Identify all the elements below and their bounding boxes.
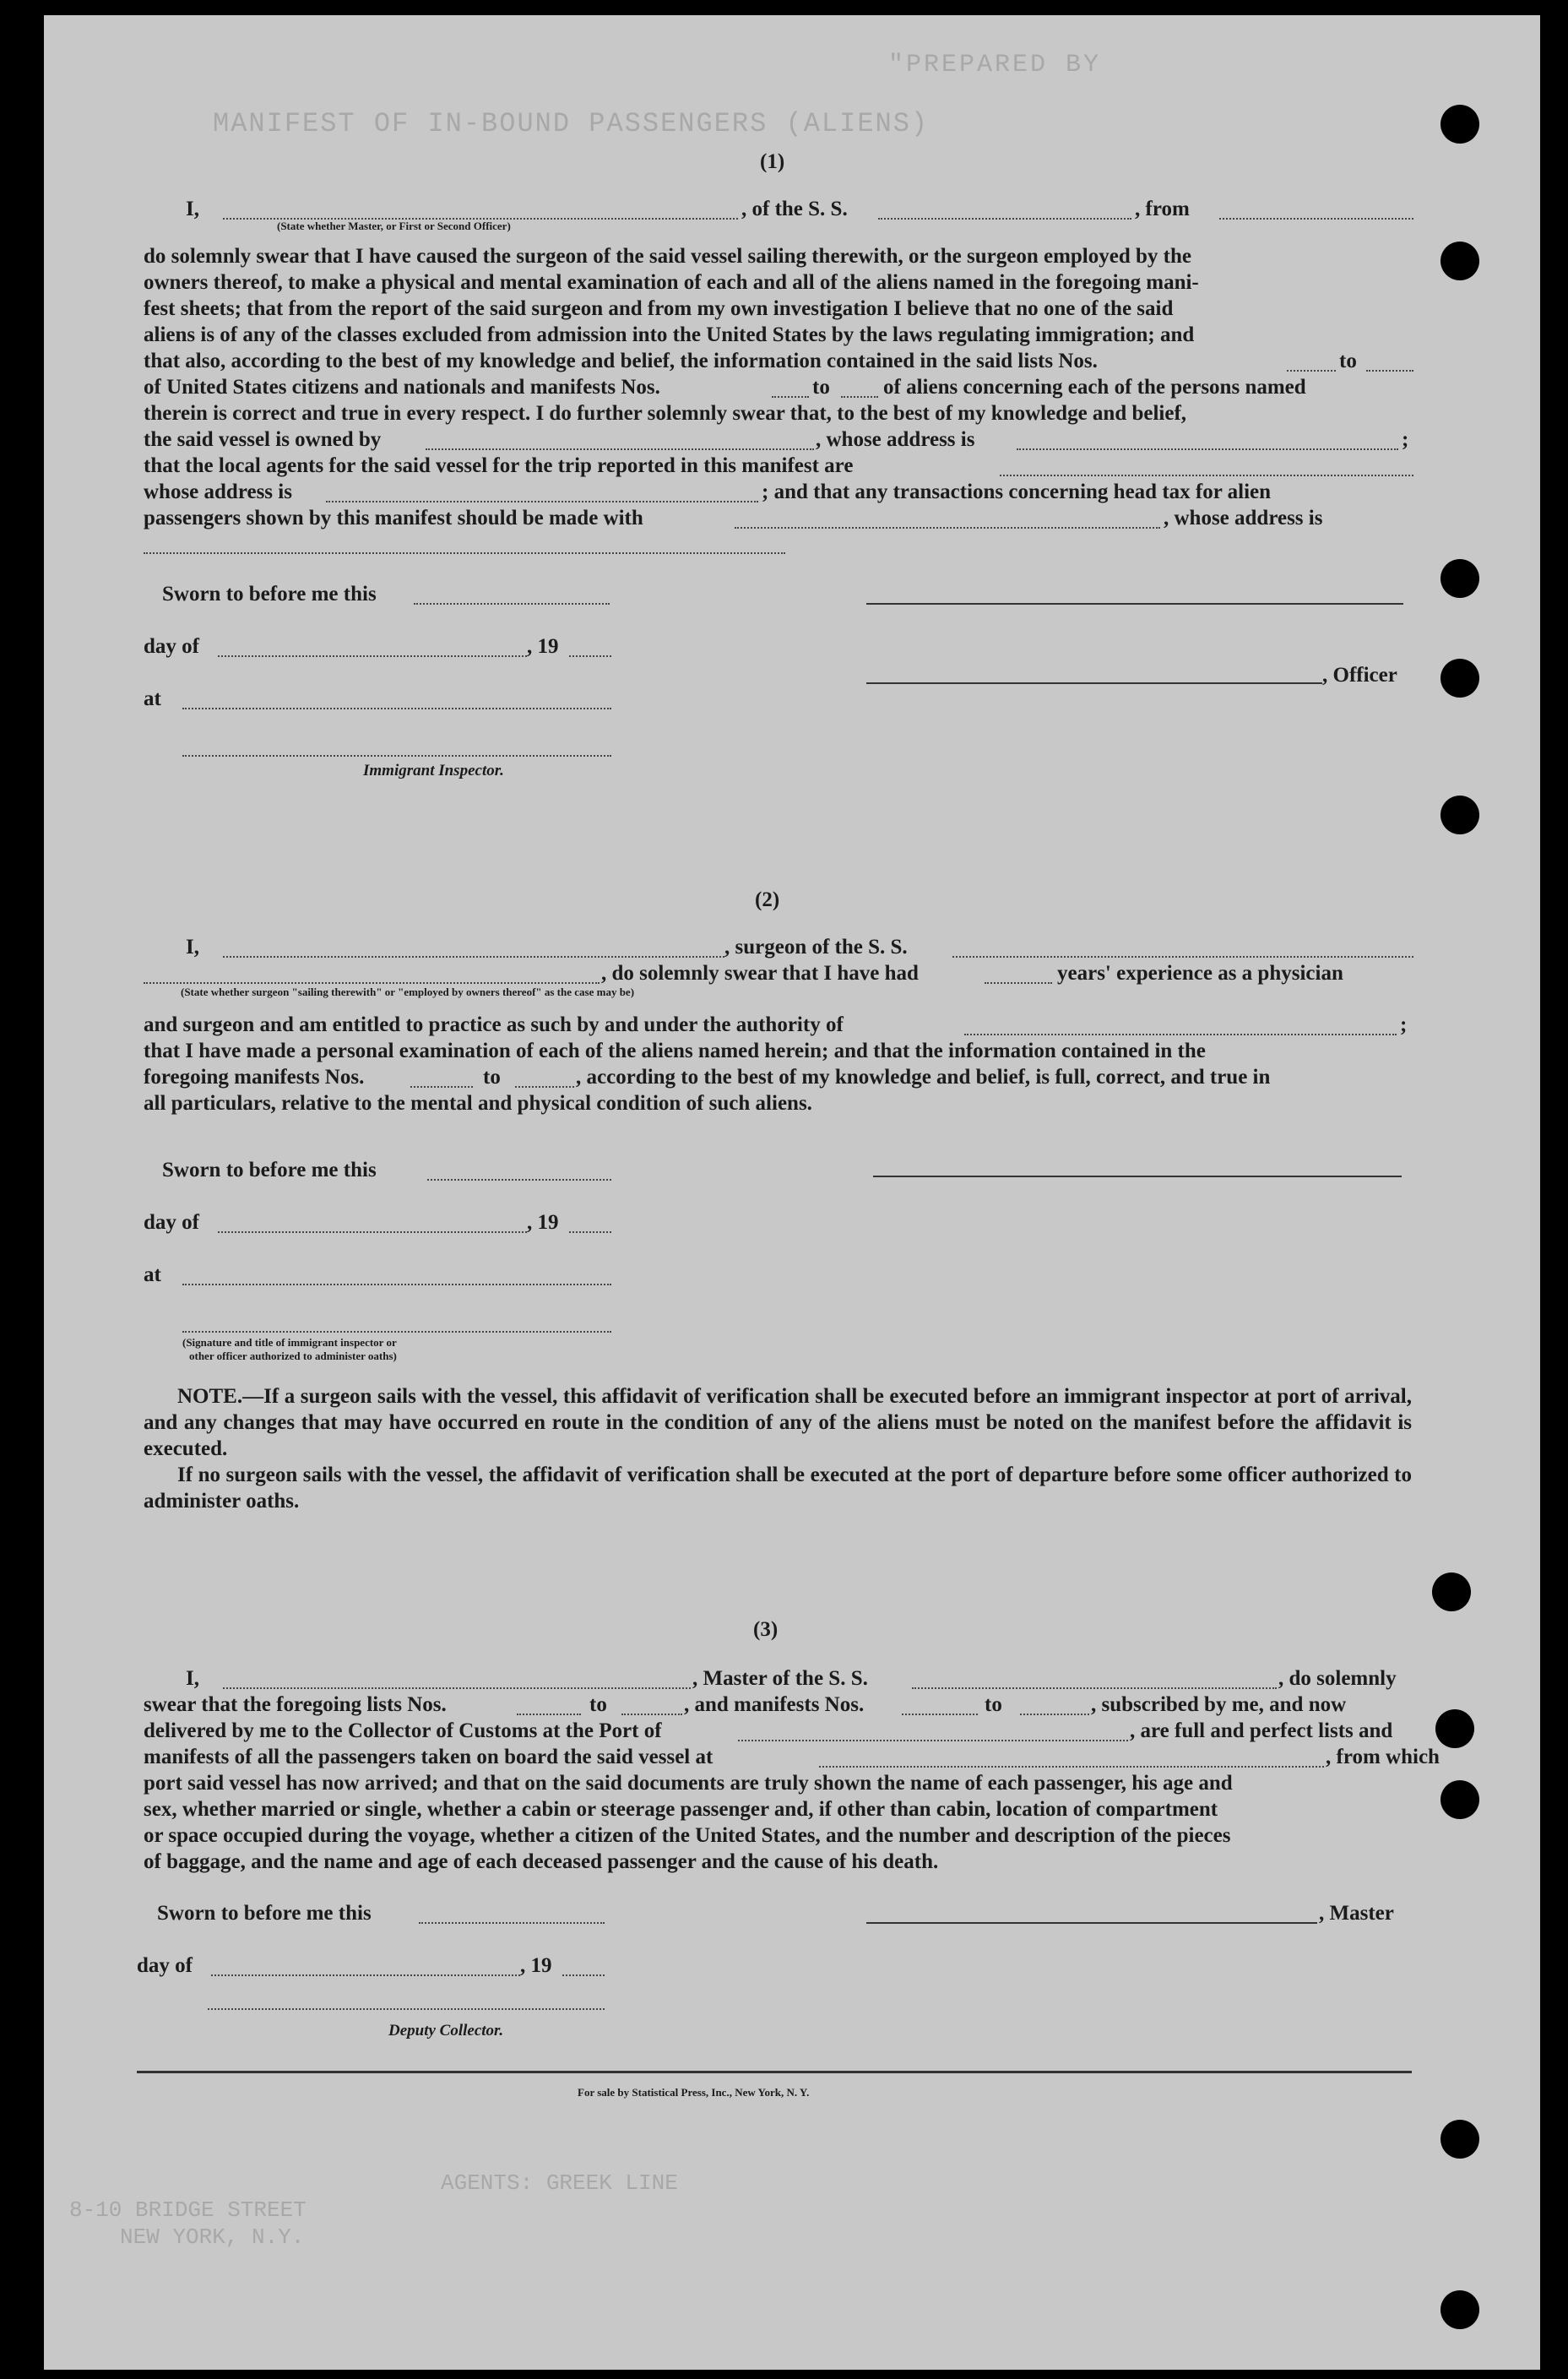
s3-line-2: delivered by me to the Collector of Customs at the Port of (144, 1719, 662, 1742)
s2-years-label: years' experience as a physician (1057, 962, 1343, 985)
s3-list-to-blank (621, 1714, 682, 1715)
s1-line-3: fest sheets; that from the report of the said surgeon and from my own investigation I believe that no one of the said (144, 297, 1174, 320)
bleed-prepared-by: "PREPARED BY (888, 51, 1102, 79)
s3-year-label: , 19 (520, 1954, 552, 1977)
s2-line-3: foregoing manifests Nos. (144, 1066, 365, 1089)
s1-day-label: day of (144, 635, 199, 658)
s2-at-label: at (144, 1263, 161, 1286)
punch-hole (1440, 1780, 1479, 1819)
s1-from-blank (1219, 218, 1413, 220)
s3-embark-blank (819, 1766, 1324, 1768)
s3-line-3-end: , from which (1326, 1746, 1440, 1768)
s1-day-blank (218, 655, 527, 657)
s3-manifest-from-blank (902, 1714, 978, 1715)
s3-line-1-manifests: , and manifests Nos. (684, 1693, 865, 1716)
s1-owner-address-blank (1017, 448, 1398, 450)
s3-vessel-blank (912, 1687, 1277, 1689)
s1-inspector-label: Immigrant Inspector. (363, 762, 504, 779)
s3-sworn-label: Sworn to before me this (157, 1902, 372, 1925)
s1-line-8-end: ; (1402, 428, 1409, 451)
bleed-agents-1: AGENTS: GREEK LINE (441, 2170, 678, 2196)
s1-line-11-end: , whose address is (1164, 507, 1323, 530)
s1-line-7: therein is correct and true in every respect. I do further solemnly swear that, to the best of my knowledge and belief, (144, 402, 1187, 425)
s3-line-4: port said vessel has now arrived; and that on the said documents are truly shown the name of each passenger, his age and (144, 1772, 1233, 1795)
s1-line-8: the said vessel is owned by (144, 428, 382, 451)
s2-sworn-label: Sworn to before me this (162, 1159, 377, 1181)
s3-port-blank (738, 1740, 1128, 1741)
s1-line-8-address: , whose address is (816, 428, 975, 451)
s1-line-9: that the local agents for the said vessel for the trip reported in this manifest are (144, 454, 854, 477)
punch-hole (1440, 659, 1479, 698)
s2-line-4: all particulars, relative to the mental and physical condition of such aliens. (144, 1092, 812, 1115)
s1-from-label: , from (1135, 198, 1190, 220)
punch-hole (1432, 1572, 1471, 1611)
s1-agents-blank (1000, 475, 1413, 476)
section-2-number: (2) (755, 888, 780, 911)
s1-i-label: I, (186, 198, 199, 220)
s2-line-1-end: ; (1400, 1013, 1408, 1036)
s1-line-5: that also, according to the best of my knowledge and belief, the information contained in the said lists Nos. (144, 350, 1098, 372)
s2-status-note: (State whether surgeon "sailing therewith" or "employed by owners thereof" as the case may be) (181, 986, 635, 998)
s1-sworn-blank (414, 603, 610, 605)
s1-sworn-label: Sworn to before me this (162, 583, 377, 606)
s2-signature-note-1: (Signature and title of immigrant inspector or (182, 1336, 397, 1349)
s2-day-blank (218, 1231, 527, 1233)
s3-line-2-end: , are full and perfect lists and (1130, 1719, 1393, 1742)
s1-agents-address-blank (326, 501, 758, 502)
s3-line-1-end: , subscribed by me, and now (1091, 1693, 1347, 1716)
s3-line-7: of baggage, and the name and age of each deceased passenger and the cause of his death. (144, 1850, 939, 1873)
punch-hole (1440, 2120, 1479, 2159)
s2-day-label: day of (144, 1211, 199, 1234)
s3-day-blank (211, 1974, 520, 1976)
footer-printer: For sale by Statistical Press, Inc., New York, N. Y. (578, 2086, 810, 2099)
s2-vessel-blank (952, 956, 1413, 958)
s1-list-from-blank (1287, 370, 1336, 372)
s1-line-4: aliens is of any of the classes excluded from admission into the United States by the laws regulating immigration; and (144, 323, 1195, 346)
s2-years-blank (985, 982, 1052, 984)
s1-manifest-to-blank (841, 396, 878, 398)
s3-sworn-blank (419, 1922, 605, 1924)
s2-inspector-blank (182, 1331, 611, 1333)
s3-master-name-blank (223, 1687, 691, 1689)
s3-line-6: or space occupied during the voyage, whether a citizen of the United States, and the number and description of the pieces (144, 1824, 1231, 1847)
s1-line-1: do solemnly swear that I have caused the surgeon of the said vessel sailing therewith, or the surgeon employed by the (144, 245, 1191, 268)
s1-owner-blank (426, 448, 814, 450)
bleed-agents-2: 8-10 BRIDGE STREET (69, 2197, 307, 2223)
punch-hole (1435, 1709, 1474, 1748)
s2-line-3-to: to (483, 1066, 501, 1089)
s2-line-1: and surgeon and am entitled to practice as such by and under the authority of (144, 1013, 844, 1036)
s2-swear-label: , do solemnly swear that I have had (601, 962, 919, 985)
s2-manifest-from-blank (410, 1086, 473, 1088)
s1-line-2: owners thereof, to make a physical and mental examination of each and all of the aliens named in the foregoing mani- (144, 271, 1199, 294)
s1-year-blank (569, 655, 611, 657)
bleed-agents-3: NEW YORK, N.Y. (120, 2224, 305, 2250)
s1-year-label: , 19 (527, 635, 559, 658)
s2-note-paragraph-1: NOTE.—If a surgeon sails with the vessel, this affidavit of verification shall be executed before an immigrant inspector at port of arrival, and any changes that may have occurred en route in the condition of any of the aliens must be noted on the manifest before the affidavit is executed. (144, 1385, 1412, 1460)
s1-headtax-address-blank (144, 552, 785, 554)
s2-line-3-end: , according to the best of my knowledge and belief, is full, correct, and true in (576, 1066, 1271, 1089)
s2-year-label: , 19 (527, 1211, 559, 1234)
s1-signature-line (866, 603, 1403, 605)
s3-line-1-to-2: to (985, 1693, 1002, 1716)
s2-sworn-blank (427, 1179, 611, 1181)
s3-line-1: swear that the foregoing lists Nos. (144, 1693, 447, 1716)
punch-hole (1440, 559, 1479, 598)
punch-hole (1440, 2290, 1479, 2329)
s1-line-10: whose address is (144, 481, 292, 503)
s2-line-2: that I have made a personal examination of each of the aliens named herein; and that the information contained in the (144, 1040, 1206, 1062)
s2-year-blank (569, 1231, 611, 1233)
s3-line-3: manifests of all the passengers taken on board the said vessel at (144, 1746, 713, 1768)
s3-i-label: I, (186, 1667, 199, 1690)
s1-line-6-to: to (812, 376, 830, 399)
s1-officer-line (866, 682, 1322, 684)
s1-inspector-blank (182, 755, 611, 757)
punch-hole (1440, 242, 1479, 280)
s3-solemnly-label: , do solemnly (1278, 1667, 1397, 1690)
s1-of-ss-label: , of the S. S. (741, 198, 848, 220)
s2-status-blank (144, 982, 600, 984)
bleed-title: MANIFEST OF IN-BOUND PASSENGERS (ALIENS) (213, 108, 930, 139)
s3-day-label: day of (137, 1954, 193, 1977)
s2-note-paragraph-2: If no surgeon sails with the vessel, the affidavit of verification shall be executed at the port of departure before some officer authorized to administer oaths. (144, 1464, 1412, 1513)
s1-line-5-to: to (1339, 350, 1357, 372)
section-1-number: (1) (760, 150, 785, 173)
punch-hole (1440, 796, 1479, 834)
s1-manifest-from-blank (772, 396, 809, 398)
s1-line-6-end: of aliens concerning each of the persons named (883, 376, 1306, 399)
s2-manifest-to-blank (515, 1086, 574, 1088)
s2-signature-line (873, 1176, 1402, 1177)
s2-signature-note-2: other officer authorized to administer oaths) (189, 1350, 397, 1362)
s1-at-blank (182, 708, 611, 709)
s1-line-10-end: ; and that any transactions concerning head tax for alien (762, 481, 1272, 503)
s3-master-signature-line (866, 1922, 1317, 1924)
footer-rule (137, 2071, 1412, 2073)
s3-master-label: , Master of the S. S. (692, 1667, 868, 1690)
s1-list-to-blank (1366, 370, 1413, 372)
s2-at-blank (182, 1284, 611, 1285)
s1-headtax-blank (735, 527, 1160, 529)
s3-list-from-blank (517, 1714, 581, 1715)
s3-line-5: sex, whether married or single, whether a cabin or steerage passenger and, if other than cabin, location of compartment (144, 1798, 1218, 1821)
s1-line-6: of United States citizens and nationals and manifests Nos. (144, 376, 660, 399)
s3-line-1-to: to (589, 1693, 607, 1716)
s1-vessel-blank (878, 218, 1131, 220)
s3-manifest-to-blank (1020, 1714, 1089, 1715)
s3-master-end-label: , Master (1319, 1902, 1394, 1925)
s3-collector-label: Deputy Collector. (388, 2022, 504, 2040)
punch-hole (1440, 105, 1479, 144)
s1-officer-note: (State whether Master, or First or Second Officer) (277, 220, 511, 232)
s2-surgeon-name-blank (223, 956, 724, 958)
s1-line-11: passengers shown by this manifest should be made with (144, 507, 643, 530)
s1-officer-label: , Officer (1322, 664, 1397, 687)
s2-surgeon-label: , surgeon of the S. S. (724, 936, 908, 959)
section-3-number: (3) (753, 1618, 779, 1641)
s3-collector-blank (208, 2008, 605, 2010)
s1-at-label: at (144, 687, 161, 710)
s2-i-label: I, (186, 936, 199, 959)
manifest-page (44, 15, 1540, 2370)
s3-year-blank (562, 1974, 605, 1976)
s2-authority-blank (964, 1034, 1397, 1035)
